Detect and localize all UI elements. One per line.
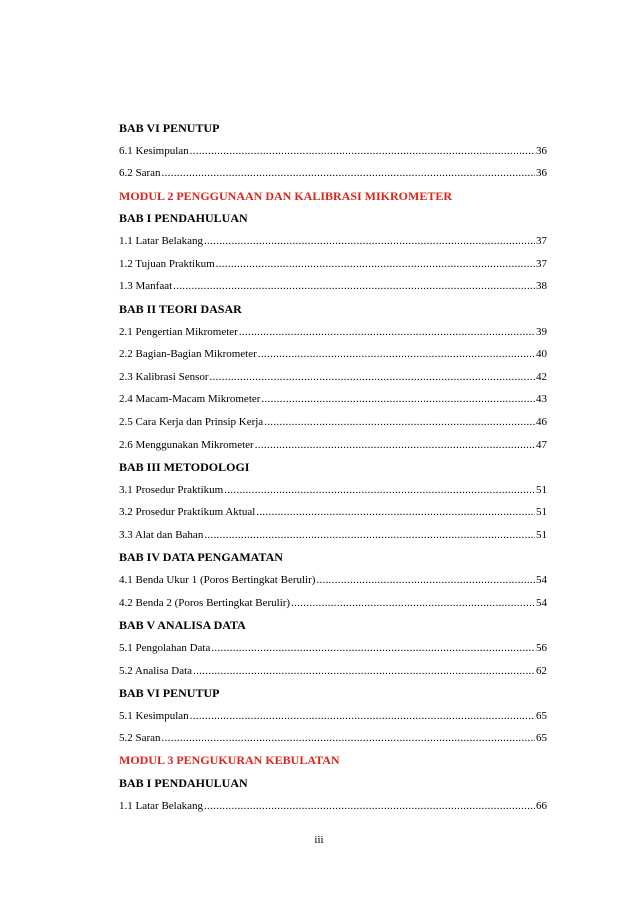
module-heading: MODUL 2 PENGGUNAAN DAN KALIBRASI MIKROMETER xyxy=(119,188,453,203)
toc-entry-page: 39 xyxy=(536,325,547,338)
toc-entry-label: 3.2 Prosedur Praktikum Aktual xyxy=(119,506,256,519)
toc-entry-label: 2.5 Cara Kerja dan Prinsip Kerja xyxy=(119,416,264,429)
toc-entry-label: 3.1 Prosedur Praktikum xyxy=(119,483,224,496)
toc-entry-label: 5.1 Pengolahan Data xyxy=(119,641,211,654)
toc-entry-label: 2.3 Kalibrasi Sensor xyxy=(119,370,209,383)
toc-entry-label: 1.2 Tujuan Praktikum xyxy=(119,257,215,270)
toc-entry xyxy=(119,524,547,547)
toc-entry xyxy=(119,433,547,456)
toc-entry-page: 62 xyxy=(536,664,547,677)
toc-entry-page: 38 xyxy=(536,280,547,293)
toc-entry-page: 51 xyxy=(536,483,547,496)
dot-leader xyxy=(193,665,535,677)
toc-entry xyxy=(119,320,547,343)
toc-entry-label: 5.2 Analisa Data xyxy=(119,664,193,677)
chapter-heading: BAB V ANALISA DATA xyxy=(119,617,246,632)
toc-entry-page: 42 xyxy=(536,370,547,383)
toc-entry xyxy=(119,275,547,298)
dot-leader xyxy=(173,280,535,292)
dot-leader xyxy=(316,574,535,586)
chapter-heading: BAB II TEORI DASAR xyxy=(119,301,242,316)
toc-entry-page: 65 xyxy=(536,709,547,722)
toc-entry-label: 2.2 Bagian-Bagian Mikrometer xyxy=(119,348,257,361)
toc-entry xyxy=(119,140,547,163)
dot-leader xyxy=(204,529,535,541)
dot-leader xyxy=(204,235,535,247)
toc-entry xyxy=(119,411,547,434)
dot-leader xyxy=(258,348,535,360)
dot-leader xyxy=(256,506,535,518)
toc-entry-label: 1.1 Latar Belakang xyxy=(119,235,203,248)
toc-entry-label: 5.1 Kesimpulan xyxy=(119,709,189,722)
dot-leader xyxy=(162,732,535,744)
toc-entry-label: 3.3 Alat dan Bahan xyxy=(119,528,204,541)
toc-entry-page: 46 xyxy=(536,416,547,429)
dot-leader xyxy=(211,642,535,654)
dot-leader xyxy=(204,800,535,812)
toc-entry xyxy=(119,591,547,614)
dot-leader xyxy=(239,326,535,338)
toc-entry-page: 47 xyxy=(536,438,547,451)
dot-leader xyxy=(224,484,535,496)
dot-leader xyxy=(255,439,535,451)
toc-entry-label: 6.2 Saran xyxy=(119,167,161,180)
chapter-heading: BAB I PENDAHULUAN xyxy=(119,776,248,791)
toc-entry-page: 43 xyxy=(536,393,547,406)
chapter-heading: BAB IV DATA PENGAMATAN xyxy=(119,550,283,565)
toc-entry-page: 36 xyxy=(536,167,547,180)
toc-entry xyxy=(119,569,547,592)
toc-entry xyxy=(119,162,547,185)
toc-entry xyxy=(119,795,547,818)
toc-entry-page: 66 xyxy=(536,800,547,813)
toc-entry-label: 2.4 Macam-Macam Mikrometer xyxy=(119,393,261,406)
toc-entry xyxy=(119,230,547,253)
dot-leader xyxy=(190,710,535,722)
toc-entry-page: 36 xyxy=(536,144,547,157)
dot-leader xyxy=(190,145,535,157)
toc-entry-page: 37 xyxy=(536,235,547,248)
dot-leader xyxy=(210,371,535,383)
table-of-contents xyxy=(119,117,547,817)
toc-entry-page: 56 xyxy=(536,641,547,654)
chapter-heading: BAB III METODOLOGI xyxy=(119,459,250,474)
toc-entry xyxy=(119,637,547,660)
dot-leader xyxy=(261,393,535,405)
chapter-heading: BAB I PENDAHULUAN xyxy=(119,211,248,226)
toc-entry-label: 2.6 Menggunakan Mikrometer xyxy=(119,438,254,451)
toc-entry-page: 54 xyxy=(536,574,547,587)
toc-entry-label: 6.1 Kesimpulan xyxy=(119,144,189,157)
toc-entry xyxy=(119,501,547,524)
toc-entry-label: 4.1 Benda Ukur 1 (Poros Bertingkat Berulir) xyxy=(119,574,316,587)
toc-entry xyxy=(119,343,547,366)
toc-entry-label: 5.2 Saran xyxy=(119,732,161,745)
toc-entry xyxy=(119,479,547,502)
toc-entry xyxy=(119,704,547,727)
toc-entry-page: 51 xyxy=(536,506,547,519)
toc-entry xyxy=(119,253,547,276)
toc-entry xyxy=(119,727,547,750)
toc-entry xyxy=(119,366,547,389)
toc-entry-page: 37 xyxy=(536,257,547,270)
dot-leader xyxy=(216,258,535,270)
dot-leader xyxy=(291,597,535,609)
toc-entry-page: 65 xyxy=(536,732,547,745)
chapter-heading: BAB VI PENUTUP xyxy=(119,120,220,135)
dot-leader xyxy=(162,167,535,179)
page-number: iii xyxy=(314,834,324,846)
toc-entry-label: 1.3 Manfaat xyxy=(119,280,173,293)
toc-entry-page: 40 xyxy=(536,348,547,361)
toc-entry xyxy=(119,388,547,411)
toc-entry-label: 1.1 Latar Belakang xyxy=(119,800,203,813)
toc-entry-label: 4.2 Benda 2 (Poros Bertingkat Berulir) xyxy=(119,596,291,609)
dot-leader xyxy=(264,416,535,428)
chapter-heading: BAB VI PENUTUP xyxy=(119,685,220,700)
toc-entry-label: 2.1 Pengertian Mikrometer xyxy=(119,325,238,338)
toc-entry-page: 54 xyxy=(536,596,547,609)
toc-entry-page: 51 xyxy=(536,528,547,541)
toc-entry xyxy=(119,659,547,682)
module-heading: MODUL 3 PENGUKURAN KEBULATAN xyxy=(119,753,340,768)
